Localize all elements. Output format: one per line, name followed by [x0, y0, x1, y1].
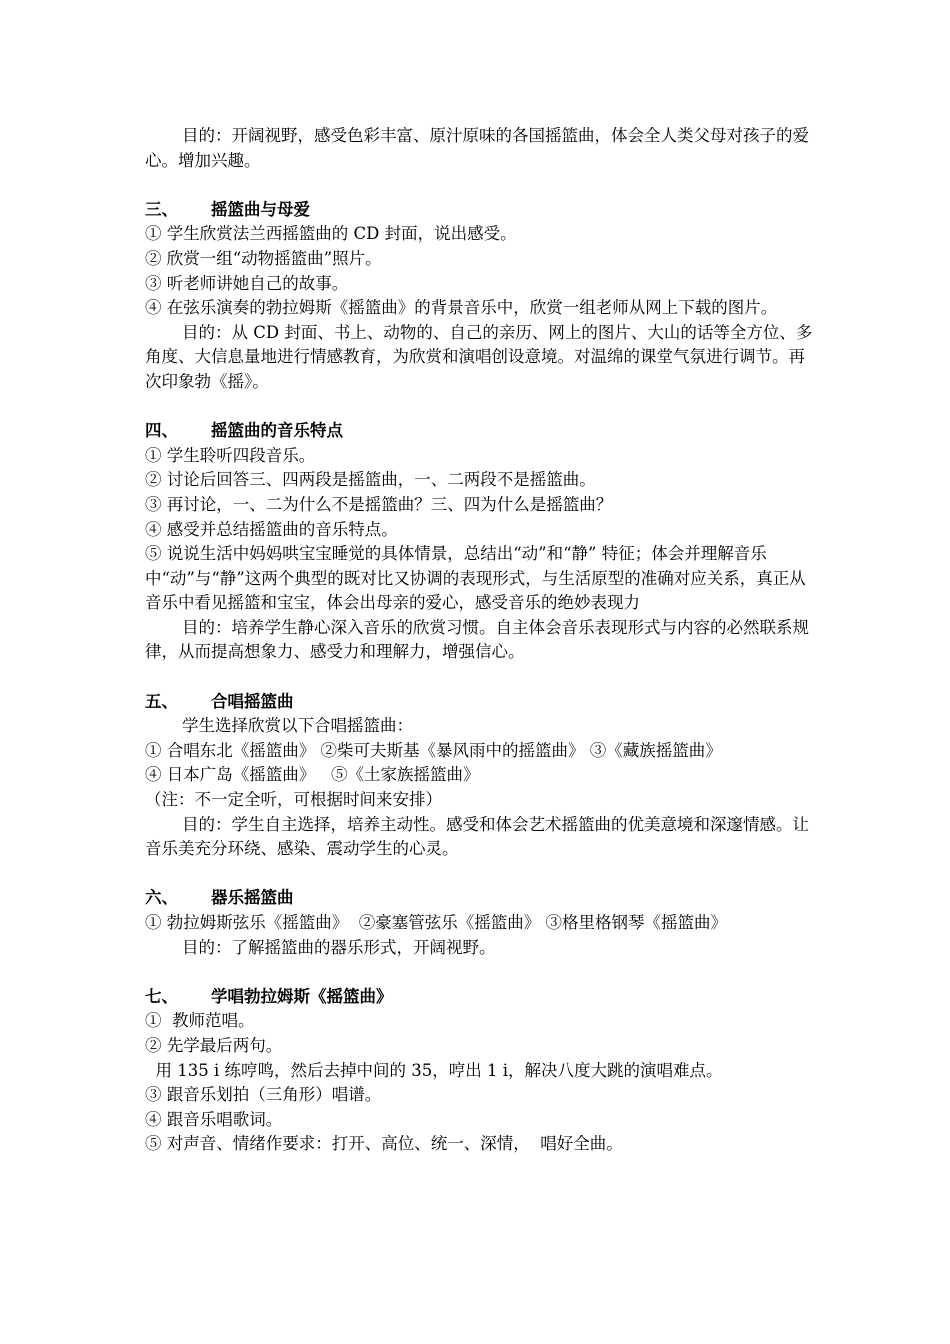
section-number: 三、	[145, 199, 178, 219]
list-item: ② 先学最后两句。	[145, 1035, 283, 1055]
list-item: ④ 感受并总结摇篮曲的音乐特点。	[145, 519, 398, 539]
list-item: ③ 听老师讲她自己的故事。	[145, 273, 349, 293]
document-body	[145, 124, 813, 1157]
list-item: ④ 跟音乐唱歌词。	[145, 1109, 283, 1129]
section-number: 四、	[145, 421, 178, 441]
list-item-detail: 用 135 i 练哼鸣，然后去掉中间的 35，哼出 1 i，解决八度大跳的演唱难点。	[145, 1060, 723, 1080]
section-title: 学唱勃拉姆斯《摇篮曲》	[211, 986, 393, 1006]
section-number: 七、	[145, 986, 178, 1006]
list-item: ⑤ 说说生活中妈妈哄宝宝睡觉的具体情景，总结出“动”和“静” 特征；体会并理解音乐中“动”与“静”这两个典型的既对比又协调的表现形式，与生活原型的准确对应关系，真正从音乐中看见摇篮和宝宝，体会出母亲的爱心，感受音乐的绝妙表现力	[145, 544, 806, 613]
list-item: ⑤ 对声音、情绪作要求：打开、高位、统一、深情， 唱好全曲。	[145, 1134, 623, 1154]
list-item: ① 学生聆听四段音乐。	[145, 445, 316, 465]
section-number: 六、	[145, 888, 178, 908]
list-item: ① 教师范唱。	[145, 1011, 255, 1031]
section-heading	[145, 198, 813, 223]
section-title: 摇篮曲的音乐特点	[211, 421, 343, 441]
section-title: 摇篮曲与母爱	[211, 199, 310, 219]
list-item: ④ 日本广岛《摇篮曲》 ⑤《土家族摇篮曲》	[145, 765, 480, 785]
purpose-paragraph: 目的：了解摇篮曲的器乐形式，开阔视野。	[182, 937, 496, 957]
purpose-paragraph: 目的：从 CD 封面、书上、动物的、自己的亲历、网上的图片、大山的话等全方位、多角度、大信息量地进行情感教育，为欣赏和演唱创设意境。对温绵的课堂气氛进行调节。再次印象勃《摇》。	[145, 322, 813, 391]
section-heading	[145, 985, 813, 1010]
intro-paragraph: 学生选择欣赏以下合唱摇篮曲：	[182, 716, 413, 736]
list-item: ③ 跟音乐划拍（三角形）唱谱。	[145, 1085, 382, 1105]
list-item: ③ 再讨论，一、二为什么不是摇篮曲？三、四为什么是摇篮曲？	[145, 494, 613, 514]
list-item: ① 勃拉姆斯弦乐《摇篮曲》 ②豪塞管弦乐《摇篮曲》 ③格里格钢琴《摇篮曲》	[145, 913, 727, 932]
purpose-paragraph: 目的：学生自主选择，培养主动性。感受和体会艺术摇篮曲的优美意境和深邃情感。让音乐美充分环绕、感染、震动学生的心灵。	[145, 814, 809, 859]
section-number: 五、	[145, 691, 178, 711]
section-heading	[145, 419, 813, 444]
list-item: ④ 在弦乐演奏的勃拉姆斯《摇篮曲》的背景音乐中，欣赏一组老师从网上下载的图片。	[145, 298, 778, 318]
section-heading	[145, 690, 813, 715]
section-title: 合唱摇篮曲	[211, 691, 294, 711]
purpose-paragraph: 目的：开阔视野，感受色彩丰富、原汁原味的各国摇篮曲，体会全人类父母对孩子的爱心。增加兴趣。	[145, 126, 809, 170]
list-item: ① 合唱东北《摇篮曲》 ②柴可夫斯基《暴风雨中的摇篮曲》 ③《藏族摇篮曲》	[145, 740, 722, 760]
list-item: ② 欣赏一组“动物摇篮曲”照片。	[145, 248, 382, 268]
list-item: ① 学生欣赏法兰西摇篮曲的 CD 封面，说出感受。	[145, 224, 517, 244]
note: （注：不一定全听，可根据时间来安排）	[145, 790, 442, 810]
list-item: ② 讨论后回答三、四两段是摇篮曲，一、二两段不是摇篮曲。	[145, 470, 596, 490]
section-title: 器乐摇篮曲	[211, 888, 294, 908]
purpose-paragraph: 目的：培养学生静心深入音乐的欣赏习惯。自主体会音乐表现形式与内容的必然联系规律，从而提高想象力、感受力和理解力，增强信心。	[145, 617, 809, 662]
section-heading	[145, 886, 813, 911]
